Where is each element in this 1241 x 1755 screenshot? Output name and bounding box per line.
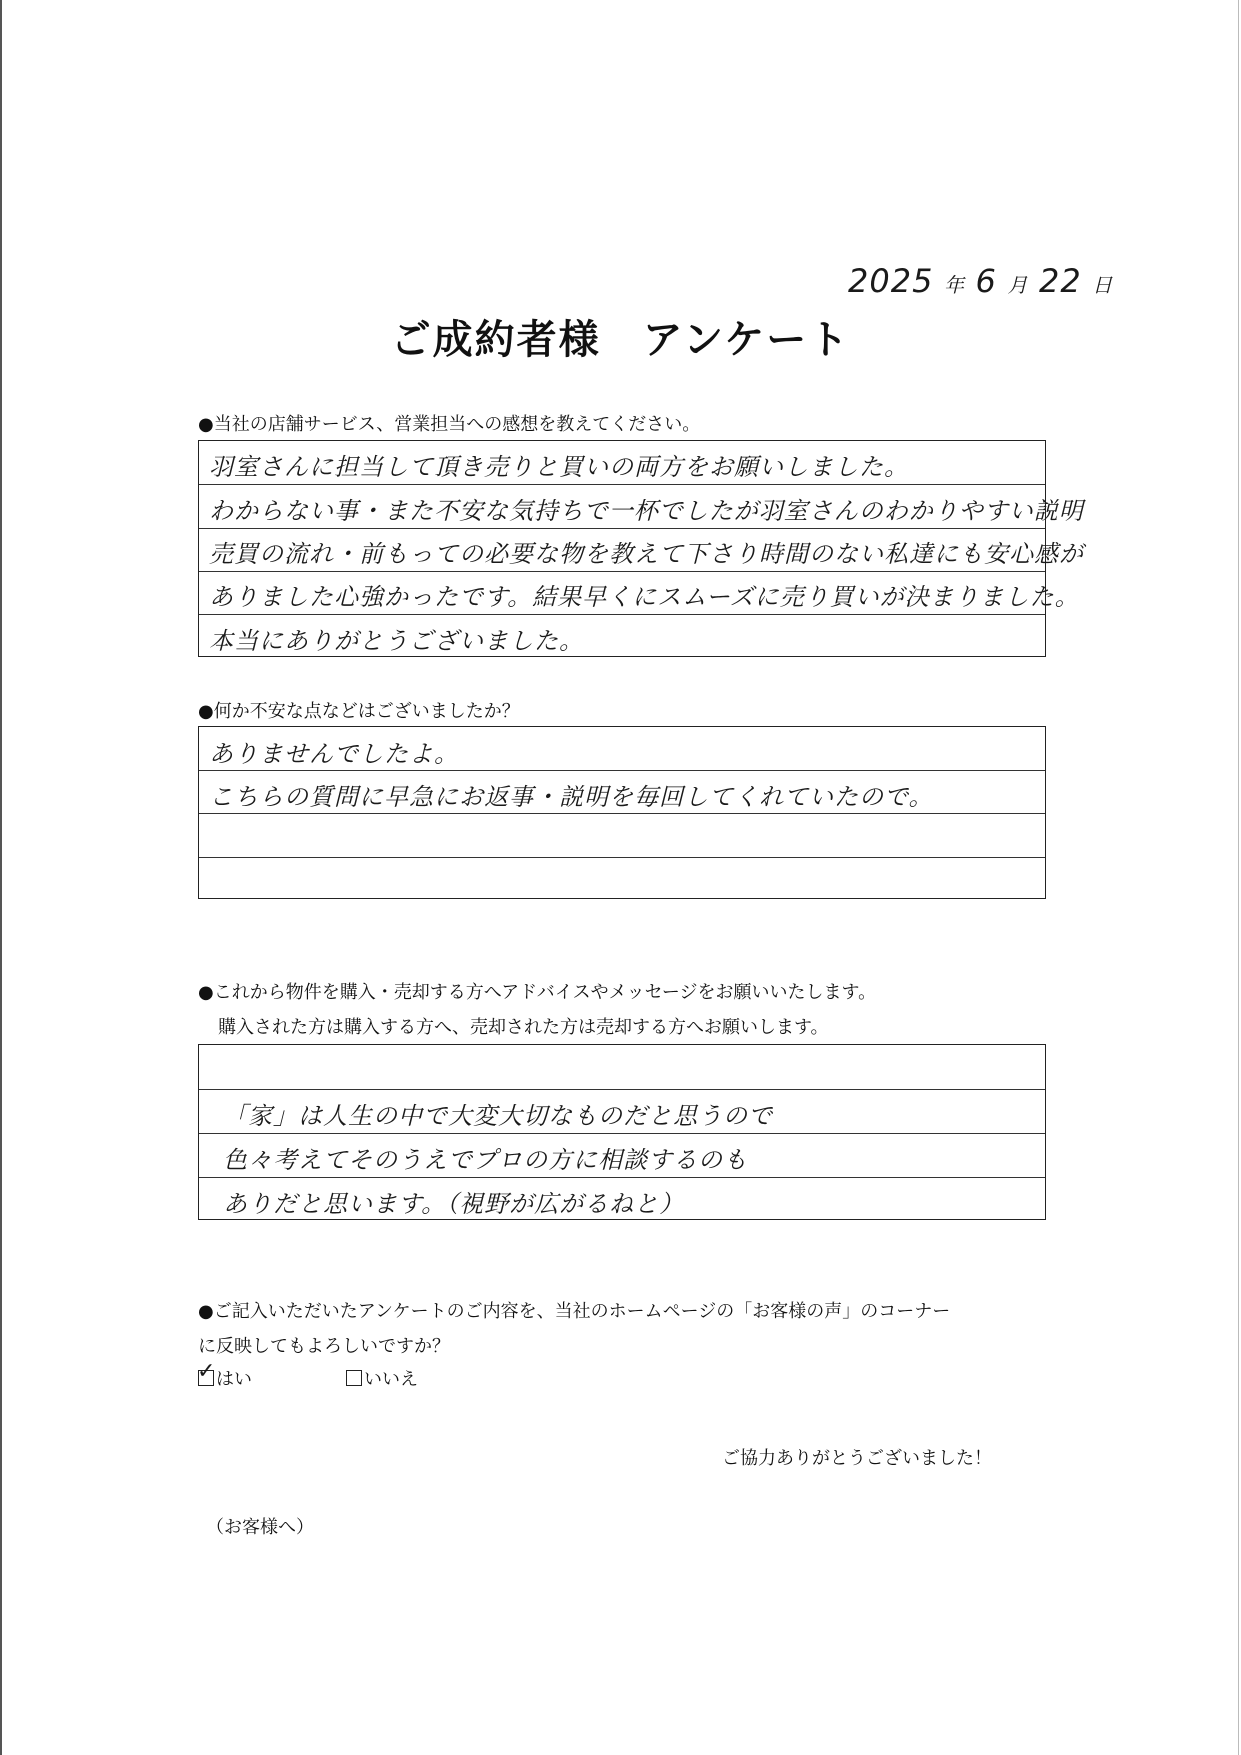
question-4-label-continued: に反映してもよろしいですか？ bbox=[198, 1336, 450, 1357]
question-2-label: ●何か不安な点などはございましたか？ bbox=[198, 701, 520, 722]
question-2-answer-line: ありませんでしたよ。 bbox=[209, 740, 459, 768]
question-1-answer-box bbox=[198, 440, 1084, 657]
question-1-answer-line: 本当にありがとうございました。 bbox=[209, 627, 584, 655]
choice-no-label: いいえ bbox=[364, 1369, 418, 1390]
question-1-answer-line: わからない事・また不安な気持ちで一杯でしたが羽室さんのわかりやすい説明 bbox=[209, 497, 1084, 525]
ruled-line bbox=[199, 857, 1045, 858]
ruled-line bbox=[199, 614, 1045, 615]
date-year-unit: 年 bbox=[943, 273, 965, 297]
checkbox-yes[interactable] bbox=[197, 1359, 217, 1386]
ruled-line bbox=[199, 813, 1045, 814]
question-3-answer-box bbox=[198, 1044, 1046, 1220]
scan-edge-right bbox=[1238, 0, 1239, 1755]
question-4-label: ●ご記入いただいたアンケートのご内容を、当社のホームページの「お客様の声」のコーナー bbox=[198, 1301, 951, 1322]
check-mark-icon: ✓ bbox=[197, 1359, 217, 1384]
question-1-answer-line: ありました心強かったです。結果早くにスムーズに売り買いが決まりました。 bbox=[209, 583, 1080, 611]
ruled-line bbox=[199, 484, 1045, 485]
ruled-line bbox=[199, 770, 1045, 771]
ruled-line bbox=[199, 1133, 1045, 1134]
ruled-line bbox=[199, 528, 1045, 529]
ruled-line bbox=[199, 1089, 1045, 1090]
thank-you-message: ご協力ありがとうございました！ bbox=[722, 1448, 992, 1469]
question-1-label: ●当社の店舗サービス、営業担当への感想を教えてください。 bbox=[198, 414, 701, 435]
date-day: 22 bbox=[1038, 262, 1082, 300]
question-3-sublabel: 購入された方は購入する方へ、売却された方は売却する方へお願いします。 bbox=[218, 1017, 829, 1038]
handwritten-date bbox=[848, 262, 1113, 300]
scan-edge-left bbox=[0, 0, 2, 1755]
question-1-answer-line: 売買の流れ・前もっての必要な物を教えて下さり時間のない私達にも安心感が bbox=[209, 540, 1084, 568]
ruled-line bbox=[199, 571, 1045, 572]
question-1-answer-line: 羽室さんに担当して頂き売りと買いの両方をお願いしました。 bbox=[209, 453, 909, 481]
question-2-answer-line: こちらの質問に早急にお返事・説明を毎回してくれていたので。 bbox=[209, 783, 934, 811]
date-day-unit: 日 bbox=[1092, 273, 1114, 297]
choice-no[interactable] bbox=[346, 1365, 418, 1391]
date-month: 6 bbox=[975, 262, 997, 300]
question-3-answer-line: ありだと思います。（視野が広がるねと） bbox=[223, 1190, 685, 1218]
checkbox-no[interactable] bbox=[346, 1370, 362, 1386]
question-3-label: ●これから物件を購入・売却する方へアドバイスやメッセージをお願いいたします。 bbox=[198, 982, 877, 1003]
choice-yes[interactable] bbox=[197, 1359, 252, 1391]
date-year: 2025 bbox=[848, 262, 934, 300]
ruled-line bbox=[199, 1177, 1045, 1178]
question-3-answer-line: 色々考えてそのうえでプロの方に相談するのも bbox=[223, 1146, 748, 1174]
page-title: ご成約者様 アンケート bbox=[390, 317, 851, 363]
date-month-unit: 月 bbox=[1007, 273, 1029, 297]
question-2-answer-box bbox=[198, 726, 1046, 899]
question-3-answer-line: 「家」は人生の中で大変大切なものだと思うので bbox=[223, 1102, 773, 1130]
choice-yes-label: はい bbox=[216, 1369, 252, 1390]
footer-note: （お客様へ） bbox=[206, 1517, 314, 1538]
